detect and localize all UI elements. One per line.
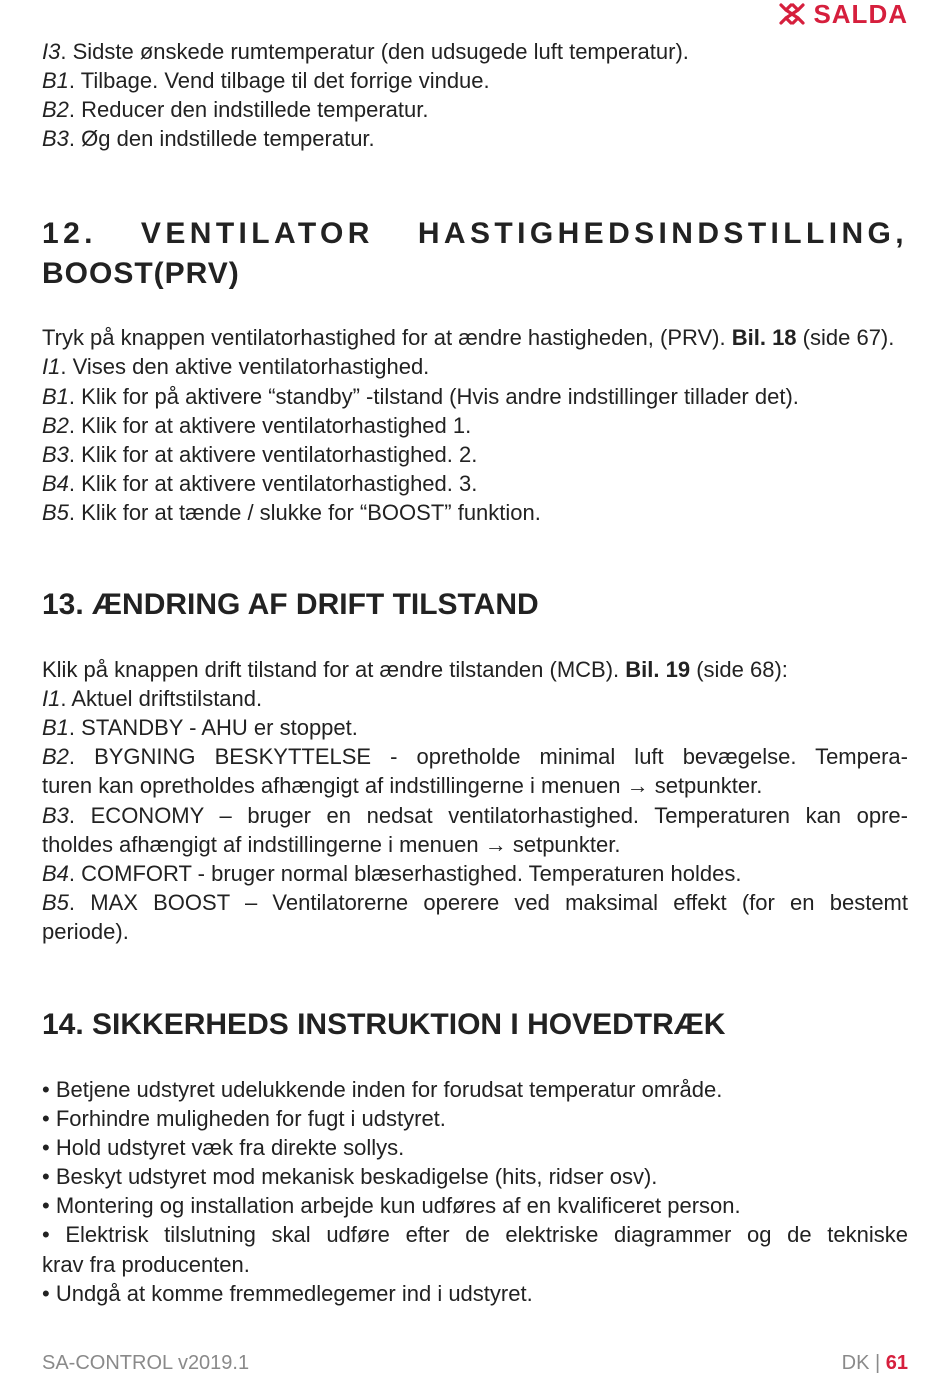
list-item-continued [42, 771, 908, 800]
list-item [42, 859, 908, 888]
item-text: . Sidste ønskede rumtemperatur (den udsugede luft temperatur). [60, 39, 689, 64]
list-item [42, 713, 908, 742]
figure-ref: Bil. 18 [731, 325, 797, 351]
item-text: tholdes afhængigt af indstillingerne i menuen → setpunkter. [42, 831, 621, 857]
section-12-heading [42, 214, 908, 294]
item-text: . MAX BOOST – Ventilatorerne operere ved maksimal effekt (for en bestemt [68, 889, 908, 915]
brand-name: SALDA [813, 0, 908, 29]
intro-line [42, 124, 908, 153]
item-key: B4 [42, 470, 69, 496]
list-item [42, 469, 908, 498]
para-text: Tryk på knappen ventilatorhastighed for at ændre hastigheden, (PRV). [42, 325, 732, 351]
item-text: . BYGNING BESKYTTELSE - opretholde minimal luft bevægelse. Tempera- [68, 744, 908, 770]
section-13-heading: 13. ÆNDRING AF DRIFT TILSTAND [42, 588, 539, 622]
figure-ref: Bil. 19 [625, 657, 691, 683]
section-14-heading: 14. SIKKERHEDS INSTRUKTION I HOVEDTRÆK [42, 1007, 726, 1041]
separator: | [869, 1352, 886, 1374]
item-text: periode). [42, 918, 129, 944]
section-12-list [42, 352, 908, 527]
para-text: Klik på knappen drift tilstand for at ændre tilstanden (MCB). [42, 657, 626, 683]
document-version: SA-CONTROL v2019.1 [42, 1352, 250, 1374]
para-text: (side 67). [796, 325, 895, 351]
item-key: B3 [42, 802, 69, 828]
item-text: turen kan opretholdes afhængigt af indstillingerne i menuen → setpunkter. [42, 773, 763, 799]
item-text: . Klik for at tænde / slukke for “BOOST” funktion. [68, 499, 541, 525]
list-item [42, 684, 908, 713]
bullet-item: • Montering og installation arbejde kun udføres af en kvalificeret person. [42, 1193, 741, 1219]
list-item [42, 888, 908, 917]
section-12-title-line2: BOOST(PRV) [42, 257, 240, 291]
page-content [42, 37, 908, 1308]
bullet-item: • Undgå at komme fremmedlegemer ind i udstyret. [42, 1280, 533, 1306]
item-key: B2 [42, 97, 69, 123]
item-text: . Reducer den indstillede temperatur. [68, 97, 429, 123]
item-text: . Klik for på aktivere “standby” -tilstand (Hvis andre indstillinger tillader det). [68, 383, 799, 409]
item-key: B1 [42, 68, 69, 94]
para-text: (side 68): [690, 657, 788, 683]
item-key: B1 [42, 383, 69, 409]
item-text: . Tilbage. Vend tilbage til det forrige vindue. [68, 68, 490, 94]
item-key: B4 [42, 860, 69, 886]
intro-line [42, 37, 908, 66]
item-key: B3 [42, 126, 69, 152]
bullet-item-continued: krav fra producenten. [42, 1251, 250, 1277]
intro-list [42, 37, 908, 153]
item-text: . Klik for at aktivere ventilatorhastighed. 2. [68, 441, 478, 467]
item-key: I1 [42, 686, 61, 712]
section-14-list [42, 1075, 908, 1308]
bullet-item: • Beskyt udstyret mod mekanisk beskadigelse (hits, ridser osv). [42, 1164, 658, 1190]
item-key: B5 [42, 499, 69, 525]
list-item [42, 382, 908, 411]
intro-line [42, 95, 908, 124]
page-number: 61 [885, 1352, 908, 1374]
section-12-intro [42, 323, 908, 352]
item-text: . STANDBY - AHU er stoppet. [68, 715, 358, 741]
item-key: B1 [42, 715, 69, 741]
item-text: . Klik for at aktivere ventilatorhastighed. 3. [68, 470, 478, 496]
item-text: . Øg den indstillede temperatur. [68, 126, 375, 152]
salda-logo-icon [779, 3, 805, 25]
bullet-item: • Betjene udstyret udelukkende inden for forudsat temperatur område. [42, 1076, 723, 1102]
item-key: I3 [42, 39, 61, 64]
item-text: . Klik for at aktivere ventilatorhastighed 1. [68, 412, 472, 438]
section-12-title-line1: 12. VENTILATOR HASTIGHEDSINDSTILLING, [42, 217, 908, 251]
section-13-intro [42, 655, 908, 684]
list-item [42, 498, 908, 527]
section-13-list [42, 684, 908, 946]
item-text: . COMFORT - bruger normal blæserhastighed. Temperaturen holdes. [68, 860, 742, 886]
item-key: B2 [42, 412, 69, 438]
list-item [42, 801, 908, 830]
bullet-item: • Hold udstyret væk fra direkte sollys. [42, 1135, 405, 1161]
bullet-item: • Forhindre muligheden for fugt i udstyret. [42, 1106, 446, 1132]
item-text: . Vises den aktive ventilatorhastighed. [60, 354, 430, 380]
list-item [42, 411, 908, 440]
item-key: B3 [42, 441, 69, 467]
bullet-item: • Elektrisk tilslutning skal udføre efter de elektriske diagrammer og de tekniske [42, 1222, 908, 1248]
item-key: B5 [42, 889, 69, 915]
salda-logo [779, 0, 908, 28]
intro-line [42, 66, 908, 95]
list-item-continued [42, 830, 908, 859]
list-item [42, 352, 908, 381]
list-item [42, 440, 908, 469]
language-code: DK [841, 1352, 870, 1374]
page-indicator [842, 1352, 908, 1375]
item-key: I1 [42, 354, 61, 380]
item-key: B2 [42, 744, 69, 770]
list-item [42, 742, 908, 771]
item-text: . Aktuel driftstilstand. [60, 686, 263, 712]
page-footer [42, 1352, 908, 1375]
list-item-continued [42, 917, 908, 946]
item-text: . ECONOMY – bruger en nedsat ventilatorhastighed. Temperaturen kan opre- [68, 802, 908, 828]
